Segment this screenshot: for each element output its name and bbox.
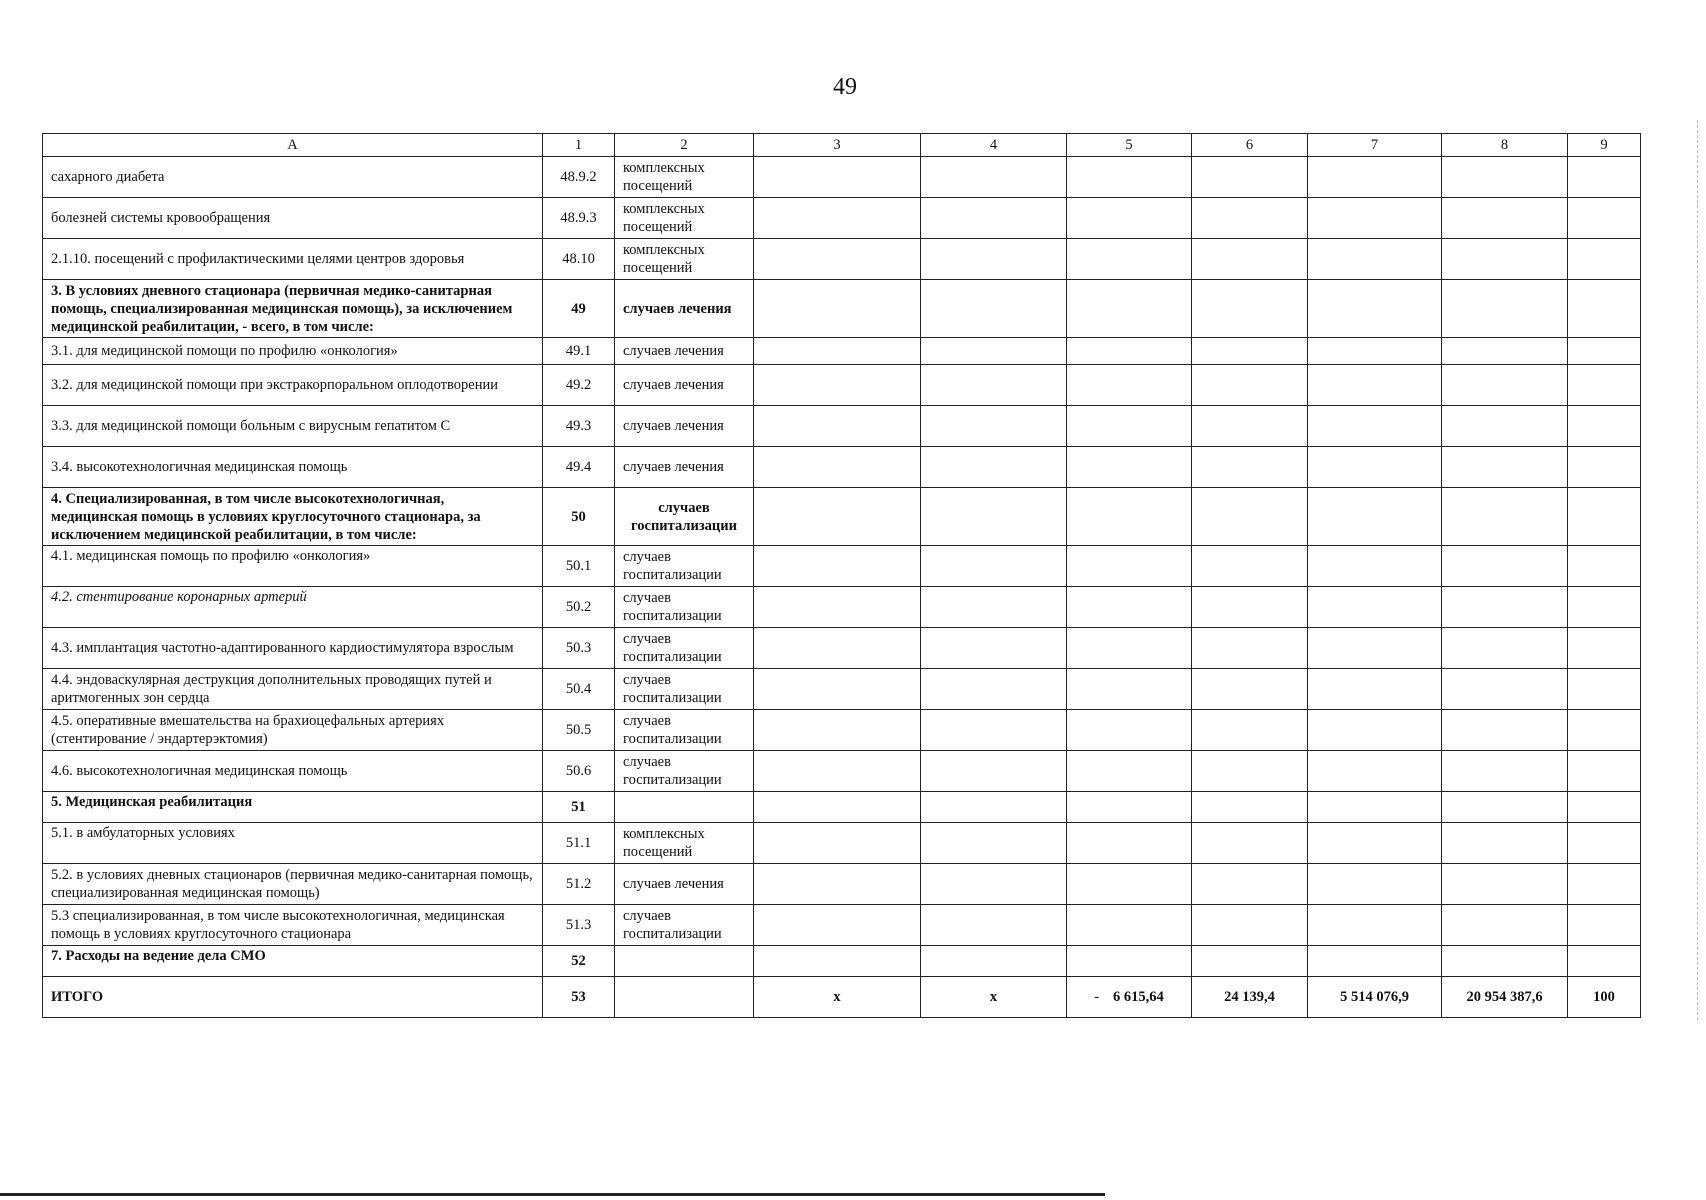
total-col-9: 100 <box>1568 977 1641 1018</box>
row-unit: комплексных посещений <box>615 823 754 864</box>
cell-4 <box>921 280 1067 338</box>
row-code: 50.6 <box>543 751 615 792</box>
cell-3 <box>754 710 921 751</box>
row-unit: случаев лечения <box>615 280 754 338</box>
cell-4 <box>921 669 1067 710</box>
cell-7 <box>1308 946 1442 977</box>
table-row <box>43 198 1641 239</box>
row-name: 3.1. для медицинской помощи по профилю «онкология» <box>43 338 543 365</box>
cell-5 <box>1067 198 1192 239</box>
cell-5 <box>1067 488 1192 546</box>
cell-9 <box>1568 905 1641 946</box>
cell-9 <box>1568 546 1641 587</box>
table-row <box>43 406 1641 447</box>
cell-5 <box>1067 669 1192 710</box>
cell-9 <box>1568 338 1641 365</box>
row-code: 48.9.2 <box>543 157 615 198</box>
cell-4 <box>921 587 1067 628</box>
cell-9 <box>1568 864 1641 905</box>
table-row <box>43 280 1641 338</box>
cell-9 <box>1568 365 1641 406</box>
cell-4 <box>921 198 1067 239</box>
cell-6 <box>1192 946 1308 977</box>
cell-3 <box>754 338 921 365</box>
cell-8 <box>1442 946 1568 977</box>
cell-5 <box>1067 157 1192 198</box>
cell-3 <box>754 905 921 946</box>
table-row <box>43 905 1641 946</box>
cell-9 <box>1568 239 1641 280</box>
row-unit: комплексных посещений <box>615 239 754 280</box>
cell-4 <box>921 488 1067 546</box>
row-name: 2.1.10. посещений с профилактическими целями центров здоровья <box>43 239 543 280</box>
cell-4 <box>921 239 1067 280</box>
total-col-4: х <box>921 977 1067 1018</box>
cell-7 <box>1308 823 1442 864</box>
cell-3 <box>754 669 921 710</box>
cell-5 <box>1067 447 1192 488</box>
row-unit: случаев лечения <box>615 447 754 488</box>
cell-5 <box>1067 946 1192 977</box>
cell-7 <box>1308 239 1442 280</box>
cell-4 <box>921 864 1067 905</box>
total-col-3: х <box>754 977 921 1018</box>
cell-8 <box>1442 406 1568 447</box>
cell-7 <box>1308 905 1442 946</box>
row-code: 49.3 <box>543 406 615 447</box>
cell-5 <box>1067 365 1192 406</box>
cell-3 <box>754 239 921 280</box>
table-row <box>43 628 1641 669</box>
total-col-6: 24 139,4 <box>1192 977 1308 1018</box>
cell-7 <box>1308 365 1442 406</box>
cell-9 <box>1568 946 1641 977</box>
cell-3 <box>754 157 921 198</box>
cell-7 <box>1308 587 1442 628</box>
cell-9 <box>1568 280 1641 338</box>
cell-5 <box>1067 864 1192 905</box>
cell-5 <box>1067 710 1192 751</box>
cell-6 <box>1192 365 1308 406</box>
col-header: 9 <box>1568 134 1641 157</box>
row-unit: комплексных посещений <box>615 157 754 198</box>
row-name: болезней системы кровообращения <box>43 198 543 239</box>
row-name: 4. Специализированная, в том числе высокотехнологичная, медицинская помощь в условиях круглосуточного стационара, за исключением медицинской реабилитации, в том числе: <box>43 488 543 546</box>
table-row <box>43 946 1641 977</box>
cell-5 <box>1067 239 1192 280</box>
cell-5 <box>1067 905 1192 946</box>
row-code: 48.10 <box>543 239 615 280</box>
cell-8 <box>1442 864 1568 905</box>
cell-5 <box>1067 823 1192 864</box>
cell-9 <box>1568 669 1641 710</box>
total-col-5 <box>1067 977 1192 1018</box>
cell-6 <box>1192 905 1308 946</box>
dash-mark: - <box>1094 989 1100 1005</box>
cell-9 <box>1568 710 1641 751</box>
row-unit: случаев госпитализации <box>615 905 754 946</box>
row-code: 50 <box>543 488 615 546</box>
cell-8 <box>1442 905 1568 946</box>
cell-7 <box>1308 157 1442 198</box>
data-table <box>42 133 1641 1018</box>
cell-9 <box>1568 198 1641 239</box>
row-name: 3.2. для медицинской помощи при экстракорпоральном оплодотворении <box>43 365 543 406</box>
cell-8 <box>1442 157 1568 198</box>
row-unit: случаев госпитализации <box>615 669 754 710</box>
row-code: 52 <box>543 946 615 977</box>
cell-3 <box>754 198 921 239</box>
row-name: 4.5. оперативные вмешательства на брахиоцефальных артериях (стентирование / эндартерэктомия) <box>43 710 543 751</box>
cell-8 <box>1442 365 1568 406</box>
row-code: 51.3 <box>543 905 615 946</box>
row-name: 7. Расходы на ведение дела СМО <box>43 946 543 977</box>
cell-4 <box>921 365 1067 406</box>
cell-7 <box>1308 751 1442 792</box>
cell-3 <box>754 751 921 792</box>
cell-9 <box>1568 406 1641 447</box>
cell-9 <box>1568 157 1641 198</box>
col-header: 2 <box>615 134 754 157</box>
col-header: 5 <box>1067 134 1192 157</box>
cell-8 <box>1442 239 1568 280</box>
cell-5 <box>1067 406 1192 447</box>
cell-3 <box>754 365 921 406</box>
cell-7 <box>1308 628 1442 669</box>
cell-4 <box>921 546 1067 587</box>
table-row <box>43 710 1641 751</box>
cell-6 <box>1192 864 1308 905</box>
cell-6 <box>1192 280 1308 338</box>
cell-4 <box>921 751 1067 792</box>
cell-6 <box>1192 447 1308 488</box>
cell-7 <box>1308 280 1442 338</box>
cell-3 <box>754 587 921 628</box>
cell-4 <box>921 946 1067 977</box>
cell-8 <box>1442 792 1568 823</box>
cell-8 <box>1442 751 1568 792</box>
cell-9 <box>1568 751 1641 792</box>
cell-3 <box>754 628 921 669</box>
cell-4 <box>921 406 1067 447</box>
col-header: А <box>43 134 543 157</box>
col-header: 6 <box>1192 134 1308 157</box>
cell-3 <box>754 792 921 823</box>
cell-6 <box>1192 157 1308 198</box>
cell-7 <box>1308 488 1442 546</box>
cell-5 <box>1067 628 1192 669</box>
table-row <box>43 751 1641 792</box>
row-code: 50.1 <box>543 546 615 587</box>
cell-7 <box>1308 447 1442 488</box>
cell-3 <box>754 823 921 864</box>
cell-3 <box>754 946 921 977</box>
cell-3 <box>754 447 921 488</box>
cell-4 <box>921 792 1067 823</box>
cell-3 <box>754 280 921 338</box>
row-unit: случаев госпитализации <box>615 587 754 628</box>
row-code: 50.5 <box>543 710 615 751</box>
cell-6 <box>1192 338 1308 365</box>
cell-9 <box>1568 587 1641 628</box>
cell-6 <box>1192 751 1308 792</box>
scan-margin-line <box>1697 120 1699 1020</box>
col-header: 7 <box>1308 134 1442 157</box>
table-row <box>43 365 1641 406</box>
cell-7 <box>1308 669 1442 710</box>
footer-rule <box>0 1193 1105 1196</box>
cell-6 <box>1192 823 1308 864</box>
table-row <box>43 669 1641 710</box>
cell-8 <box>1442 338 1568 365</box>
cell-4 <box>921 447 1067 488</box>
col-header: 8 <box>1442 134 1568 157</box>
row-code: 49.1 <box>543 338 615 365</box>
total-name: ИТОГО <box>43 977 543 1018</box>
row-unit <box>615 792 754 823</box>
header-row <box>43 134 1641 157</box>
total-code: 53 <box>543 977 615 1018</box>
row-name: 3. В условиях дневного стационара (первичная медико-санитарная помощь, специализированная медицинская помощь), за исключением медицинской реабилитации, - всего, в том числе: <box>43 280 543 338</box>
cell-7 <box>1308 710 1442 751</box>
cell-7 <box>1308 864 1442 905</box>
cell-8 <box>1442 710 1568 751</box>
cell-5 <box>1067 280 1192 338</box>
row-code: 51 <box>543 792 615 823</box>
row-name: 4.6. высокотехнологичная медицинская помощь <box>43 751 543 792</box>
cell-4 <box>921 905 1067 946</box>
cell-9 <box>1568 447 1641 488</box>
total-unit <box>615 977 754 1018</box>
cell-8 <box>1442 669 1568 710</box>
cell-8 <box>1442 198 1568 239</box>
cell-6 <box>1192 587 1308 628</box>
cell-4 <box>921 710 1067 751</box>
cell-6 <box>1192 488 1308 546</box>
cell-6 <box>1192 239 1308 280</box>
cell-3 <box>754 406 921 447</box>
cell-3 <box>754 488 921 546</box>
cell-3 <box>754 546 921 587</box>
row-code: 49.2 <box>543 365 615 406</box>
cell-6 <box>1192 546 1308 587</box>
cell-8 <box>1442 488 1568 546</box>
row-code: 49 <box>543 280 615 338</box>
row-name: 4.3. имплантация частотно-адаптированного кардиостимулятора взрослым <box>43 628 543 669</box>
cell-9 <box>1568 823 1641 864</box>
cell-7 <box>1308 406 1442 447</box>
row-name: 5.3 специализированная, в том числе высокотехнологичная, медицинская помощь в условиях круглосуточного стационара <box>43 905 543 946</box>
row-name: сахарного диабета <box>43 157 543 198</box>
table-row <box>43 792 1641 823</box>
page-number: 49 <box>833 74 857 100</box>
table-row <box>43 587 1641 628</box>
row-unit: случаев лечения <box>615 864 754 905</box>
table-row <box>43 239 1641 280</box>
cell-3 <box>754 864 921 905</box>
row-unit: случаев лечения <box>615 365 754 406</box>
cell-9 <box>1568 628 1641 669</box>
cell-6 <box>1192 710 1308 751</box>
total-col-7: 5 514 076,9 <box>1308 977 1442 1018</box>
cell-7 <box>1308 338 1442 365</box>
cell-8 <box>1442 546 1568 587</box>
col-header: 1 <box>543 134 615 157</box>
cell-7 <box>1308 198 1442 239</box>
cell-8 <box>1442 628 1568 669</box>
cell-5 <box>1067 587 1192 628</box>
row-unit: комплексных посещений <box>615 198 754 239</box>
row-name: 4.2. стентирование коронарных артерий <box>43 587 543 628</box>
cell-8 <box>1442 447 1568 488</box>
row-name: 3.4. высокотехнологичная медицинская помощь <box>43 447 543 488</box>
cell-6 <box>1192 198 1308 239</box>
row-code: 50.2 <box>543 587 615 628</box>
row-name: 3.3. для медицинской помощи больным с вирусным гепатитом С <box>43 406 543 447</box>
cell-8 <box>1442 823 1568 864</box>
cell-6 <box>1192 406 1308 447</box>
row-unit: случаев госпитализации <box>615 546 754 587</box>
cell-6 <box>1192 792 1308 823</box>
row-code: 51.2 <box>543 864 615 905</box>
cell-9 <box>1568 792 1641 823</box>
row-name: 5.1. в амбулаторных условиях <box>43 823 543 864</box>
cell-7 <box>1308 546 1442 587</box>
table-row <box>43 546 1641 587</box>
table-row <box>43 157 1641 198</box>
cell-6 <box>1192 628 1308 669</box>
row-code: 51.1 <box>543 823 615 864</box>
cell-5 <box>1067 546 1192 587</box>
cell-4 <box>921 628 1067 669</box>
row-code: 50.3 <box>543 628 615 669</box>
cell-8 <box>1442 280 1568 338</box>
row-name: 4.4. эндоваскулярная деструкция дополнительных проводящих путей и аритмогенных зон сердца <box>43 669 543 710</box>
cell-8 <box>1442 587 1568 628</box>
row-unit: случаев лечения <box>615 338 754 365</box>
cell-4 <box>921 338 1067 365</box>
total-row <box>43 977 1641 1018</box>
cell-4 <box>921 157 1067 198</box>
row-unit: случаев госпитализации <box>615 751 754 792</box>
cell-5 <box>1067 792 1192 823</box>
row-unit: случаев госпитализации <box>615 628 754 669</box>
col-header: 3 <box>754 134 921 157</box>
row-name: 4.1. медицинская помощь по профилю «онкология» <box>43 546 543 587</box>
cell-5 <box>1067 751 1192 792</box>
row-code: 48.9.3 <box>543 198 615 239</box>
cell-5 <box>1067 338 1192 365</box>
row-name: 5. Медицинская реабилитация <box>43 792 543 823</box>
table-row <box>43 338 1641 365</box>
table-row <box>43 864 1641 905</box>
row-unit: случаев госпитализации <box>615 710 754 751</box>
cell-4 <box>921 823 1067 864</box>
table-row <box>43 488 1641 546</box>
total-col-8: 20 954 387,6 <box>1442 977 1568 1018</box>
row-unit: случаев лечения <box>615 406 754 447</box>
row-code: 49.4 <box>543 447 615 488</box>
total-col-5-value: 6 615,64 <box>1113 989 1164 1005</box>
table-row <box>43 447 1641 488</box>
row-unit <box>615 946 754 977</box>
cell-7 <box>1308 792 1442 823</box>
cell-9 <box>1568 488 1641 546</box>
col-header: 4 <box>921 134 1067 157</box>
row-unit: случаев госпитализации <box>615 488 754 546</box>
row-name: 5.2. в условиях дневных стационаров (первичная медико-санитарная помощь, специализированная медицинская помощь) <box>43 864 543 905</box>
row-code: 50.4 <box>543 669 615 710</box>
table-row <box>43 823 1641 864</box>
cell-6 <box>1192 669 1308 710</box>
